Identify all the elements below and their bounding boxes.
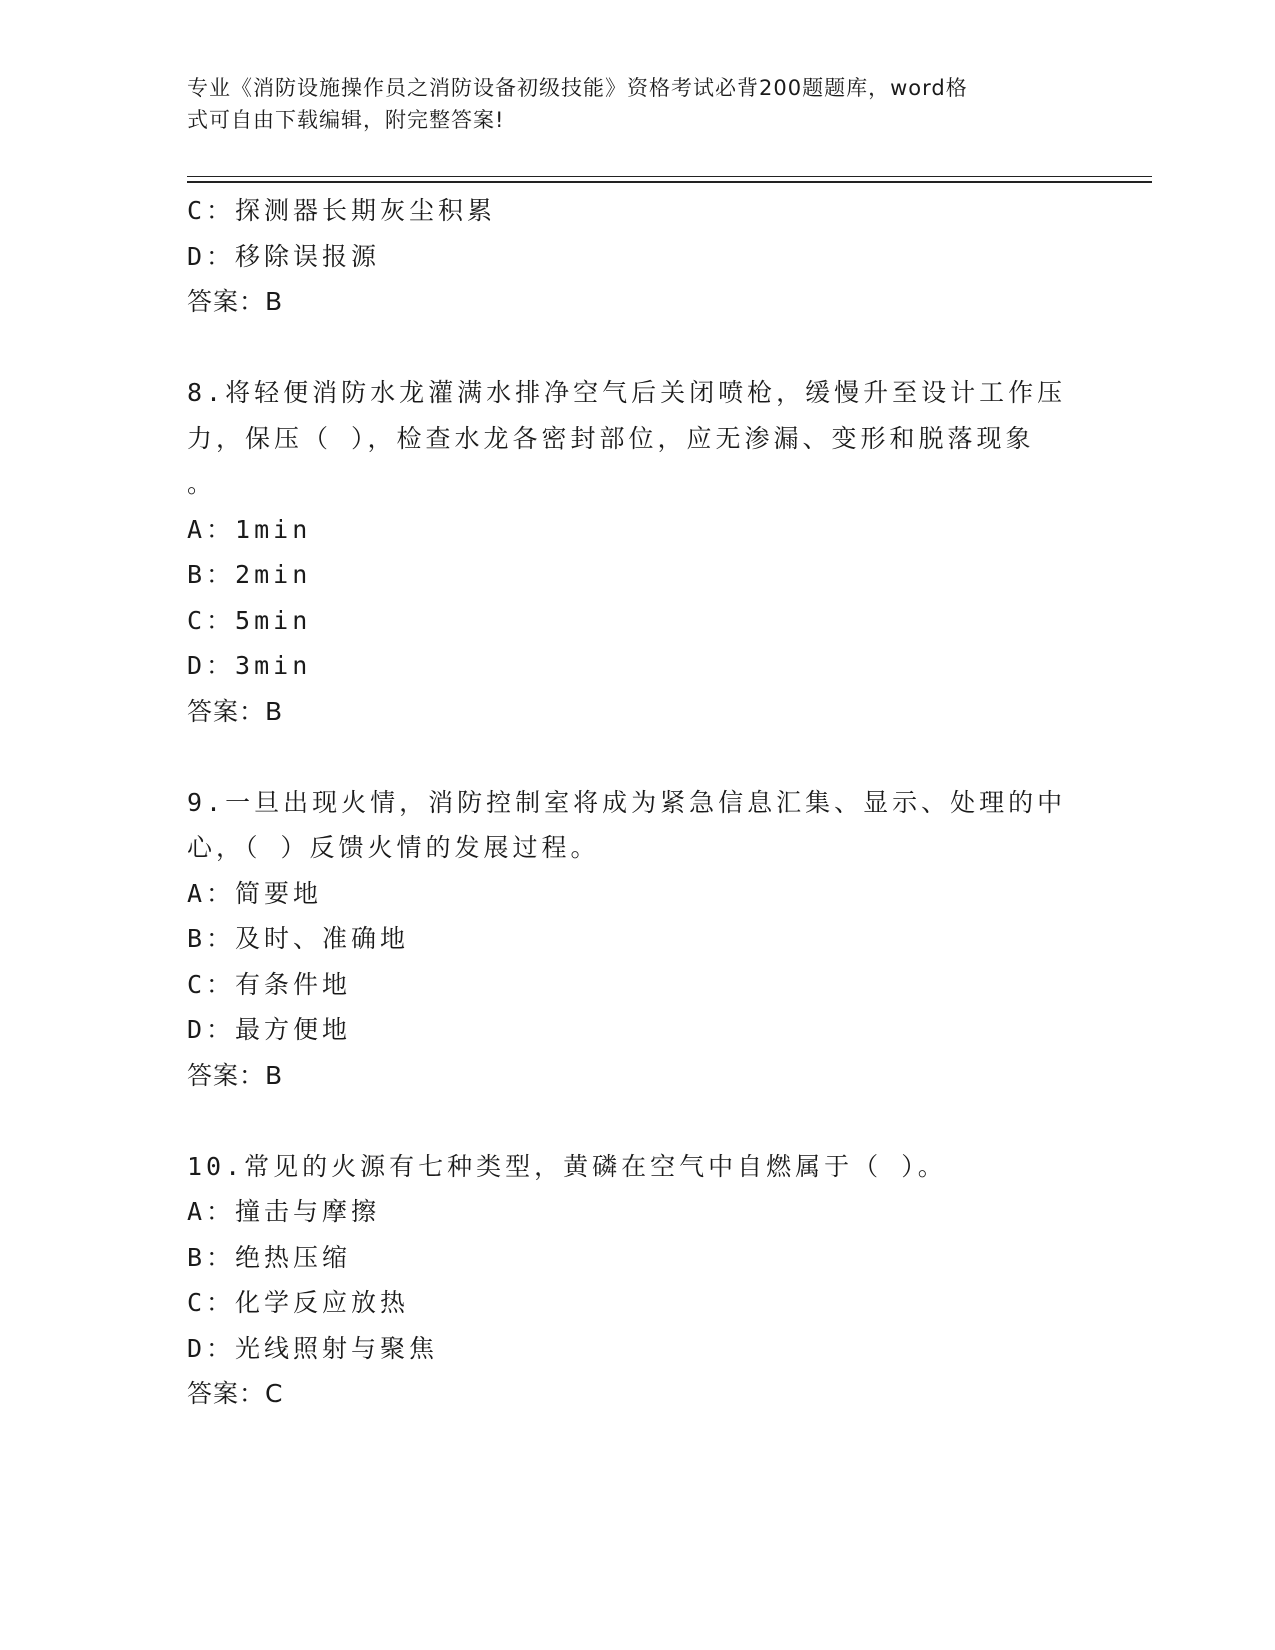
answer-line: 答案：B	[187, 1060, 284, 1090]
option-d: D：3min	[187, 651, 312, 680]
option-d: D：最方便地	[187, 1015, 352, 1044]
option-b: B：2min	[187, 560, 312, 589]
question-stem-line: 。	[187, 469, 217, 498]
option-c: C：5min	[187, 605, 312, 635]
spacer	[187, 1098, 1067, 1144]
option-c: C：探测器长期灰尘积累	[187, 196, 497, 225]
option-a: A：1min	[187, 514, 312, 544]
answer-line: 答案：B	[187, 696, 284, 726]
answer-line: 答案：B	[187, 287, 284, 316]
option-a: A：简要地	[187, 878, 323, 908]
page-header	[187, 72, 1067, 136]
option-c: C：化学反应放热	[187, 1288, 410, 1317]
question-stem-line: 9.一旦出现火情，消防控制室将成为紧急信息汇集、显示、处理的中	[187, 787, 1067, 817]
question-stem-line: 10.常见的火源有七种类型，黄磷在空气中自燃属于（ ）。	[187, 1151, 947, 1181]
option-d: D：光线照射与聚焦	[187, 1333, 439, 1363]
option-b: B：及时、准确地	[187, 924, 410, 953]
option-d: D：移除误报源	[187, 241, 381, 271]
question-block-9	[187, 780, 1067, 1099]
question-stem-line: 8.将轻便消防水龙灌满水排净空气后关闭喷枪，缓慢升至设计工作压	[187, 378, 1067, 407]
header-title-line-1: 专业《消防设施操作员之消防设备初级技能》资格考试必背200题题库，word格	[187, 76, 968, 100]
option-b: B：绝热压缩	[187, 1242, 352, 1272]
question-block-8	[187, 370, 1067, 734]
answer-line: 答案：C	[187, 1379, 284, 1408]
header-title-line-2: 式可自由下载编辑，附完整答案!	[187, 108, 505, 132]
header-divider-thick	[187, 181, 1152, 183]
header-divider-thin	[187, 176, 1152, 177]
question-stem-line: 心，（ ）反馈火情的发展过程。	[187, 833, 600, 862]
spacer	[187, 734, 1067, 780]
option-a: A：撞击与摩擦	[187, 1197, 381, 1226]
question-stem-line: 力，保压（ ），检查水龙各密封部位，应无渗漏、变形和脱落现象	[187, 423, 1035, 453]
option-c: C：有条件地	[187, 969, 352, 999]
question-block-7-partial	[187, 188, 1067, 325]
spacer	[187, 325, 1067, 371]
document-body	[187, 188, 1067, 1417]
question-block-10	[187, 1144, 1067, 1417]
